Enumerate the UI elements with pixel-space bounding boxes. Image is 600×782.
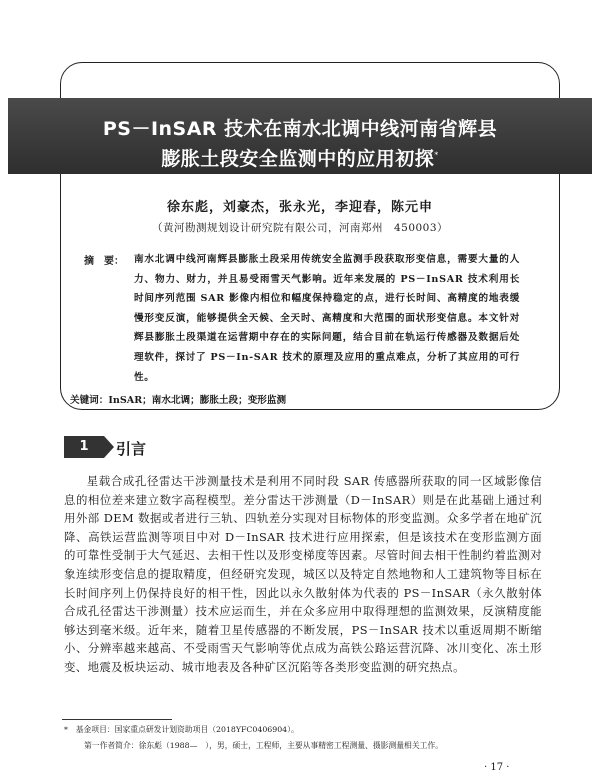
- title-line-2: [0, 144, 600, 171]
- footnote-fund: * 基金项目：国家重点研发计划资助项目（2018YFC0406904）。: [64, 725, 299, 734]
- abstract-text: 南水北调中线河南辉县膨胀土段采用传统安全监测手段获取形变信息，需要大量的人力、物力、财力，并且易受雨雪天气影响。近年来发展的 PS－InSAR 技术利用长时间序列范围 SAR 影像内相位和幅度保持稳定的点，进行长时间、高精度的地表缓慢形变反演，能够提供全天候、全天时、高精度和大范围的面状形变信息。本文针对辉县膨胀土段渠道在运营期中存在的实际问题，结合目前在轨运行传感器及数据后处理软件，探讨了 PS－In-SAR 技术的原理及应用的重点难点，分析了其应用的可行性。: [134, 254, 520, 383]
- section-number: 1: [64, 436, 104, 458]
- keywords: [70, 392, 286, 406]
- affiliation: （黄河勘测规划设计研究院有限公司，河南郑州 450003）: [151, 222, 449, 234]
- page-number: · 17 ·: [484, 762, 510, 773]
- keywords-label: 关键词：: [70, 395, 109, 406]
- section-arrow: [104, 436, 114, 458]
- body-paragraph: 星载合成孔径雷达干涉测量技术是利用不同时段 SAR 传感器所获取的同一区域影像信息的相位差来建立数字高程模型。差分雷达干涉测量（D－InSAR）则是在此基础上通过利用外部 DEM 数据或者进行三轨、四轨差分实现对目标物体的形变监测。众多学者在地矿沉降、高铁运营监测等项目中对 D－InSAR 技术进行应用探索，但是该技术在变形监测方面的可靠性受制于大气延迟、去相干性以及形变梯度等因素。尽管时间去相干性制约着监测对象连续形变信息的提取精度，但经研究发现，城区以及特定自然地物和人工建筑物等目标在长时间序列上仍保持良好的相干性，因此以永久散射体为代表的 PS－InSAR（永久散射体合成孔径雷达干涉测量）技术应运而生，并在众多应用中取得理想的监测效果，反演精度能够达到毫米级。近年来，随着卫星传感器的不断发展，PS－InSAR 技术以重返周期不断缩小、分辨率越来越高、不受雨雪天气影响等优点成为高铁公路运营沉降、冰川变化、冻土形变、地震及板块运动、城市地表及各种矿区沉陷等各类形变监测的研究热点。: [64, 474, 542, 674]
- title-line-1: PS－InSAR 技术在南水北调中线河南省辉县: [102, 118, 498, 140]
- keywords-text: InSAR；南水北调；膨胀土段；变形监测: [108, 395, 287, 406]
- footnote-author: 第一作者简介：徐东彪（1988— ），男，硕士，工程师，主要从事精密工程测量、摄影测量相关工作。: [84, 741, 444, 750]
- title-line-2-text: 膨胀土段安全监测中的应用初探: [161, 148, 435, 170]
- abstract-label: 摘 要：: [84, 256, 124, 267]
- footnote-rule: [62, 719, 172, 720]
- section-title: 引言: [116, 440, 147, 458]
- authors: 徐东彪，刘豪杰，张永光，李迎春，陈元申: [166, 200, 433, 215]
- title-footnote-mark: *: [434, 150, 439, 160]
